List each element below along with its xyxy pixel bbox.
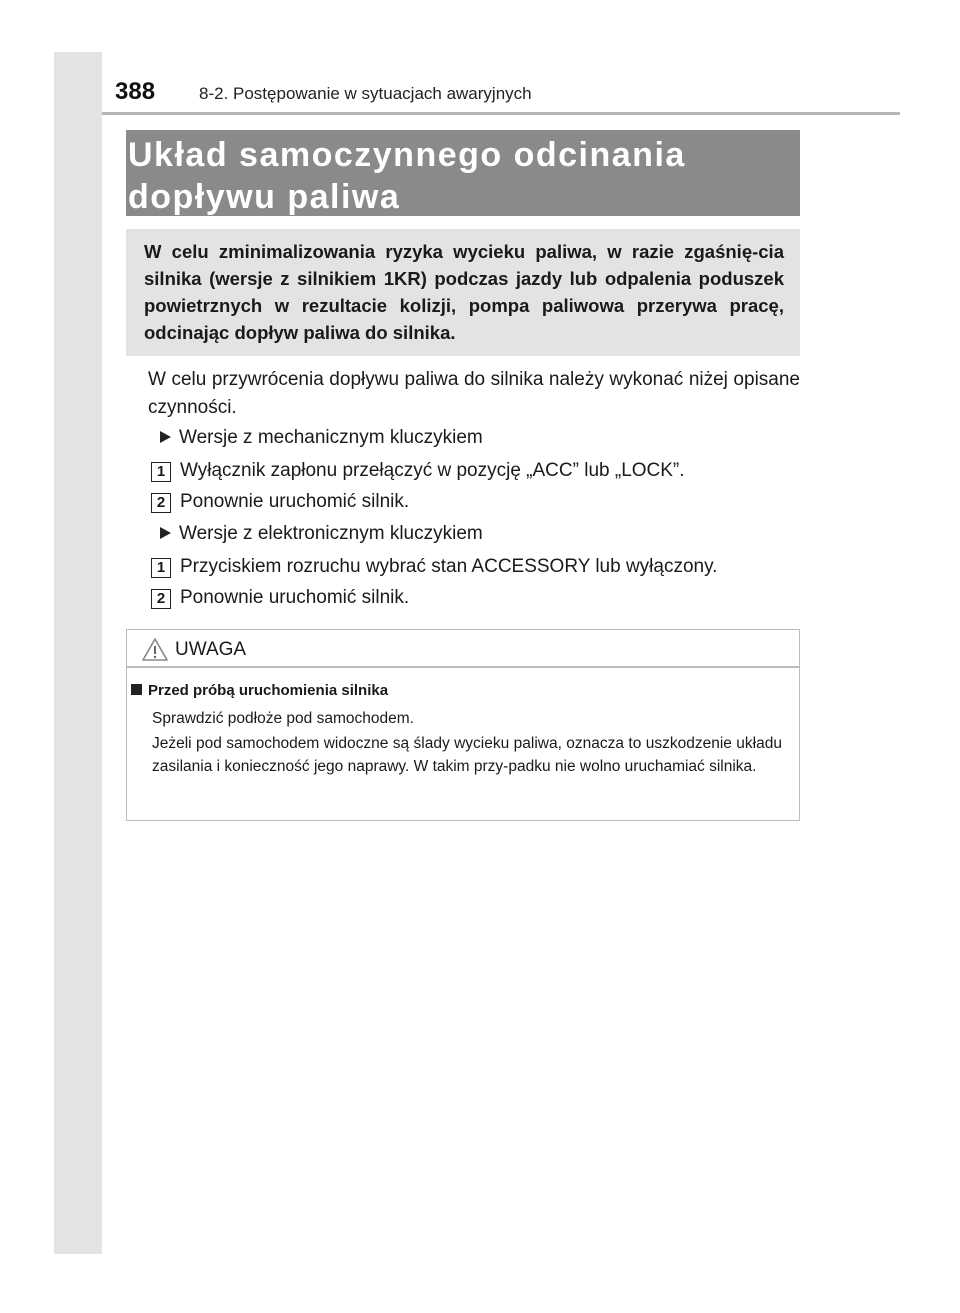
warning-triangle-icon	[141, 637, 169, 667]
warning-text-line: Sprawdzić podłoże pod samochodem.	[152, 710, 414, 727]
square-bullet-icon	[131, 684, 142, 695]
intro-text: W celu zminimalizowania ryzyka wycieku paliwa, w razie zgaśnię-cia silnika (wersje z silnikiem 1KR) podczas jazdy lub odpalenia poduszek powietrznych w rezultacie kolizji, pompa paliwowa przerywa pracę, odcinając dopływ paliwa do silnika.	[144, 241, 784, 343]
section-title: 8-2. Postępowanie w sytuacjach awaryjnych	[199, 84, 532, 103]
arrow-right-icon	[160, 527, 171, 539]
step-number: 1	[151, 462, 171, 482]
warning-heading-label: Przed próbą uruchomienia silnika	[148, 682, 389, 699]
step-item	[151, 459, 685, 483]
step-number: 2	[151, 493, 171, 513]
header-divider	[102, 112, 900, 115]
version-heading-label: Wersje z mechanicznym kluczykiem	[179, 427, 483, 448]
warning-box	[126, 629, 800, 821]
step-item	[151, 555, 717, 579]
warning-heading	[131, 682, 388, 699]
step-text: Ponownie uruchomić silnik.	[180, 491, 410, 512]
warning-text: Jeżeli pod samochodem widoczne są ślady wycieku paliwa, oznacza to uszkodzenie układu zasilania i konieczność jego naprawy. W takim przy-padku nie wolno uruchamiać silnika.	[152, 735, 782, 775]
step-number: 1	[151, 558, 171, 578]
side-bar	[54, 52, 102, 1254]
version-heading	[160, 522, 483, 546]
version-heading	[160, 426, 483, 450]
step-item	[151, 490, 409, 514]
page-title: Układ samoczynnego odcinania dopływu paliwa	[128, 136, 686, 216]
warning-divider	[127, 666, 799, 668]
body-paragraph: W celu przywrócenia dopływu paliwa do silnika należy wykonać niżej opisane czynności.	[148, 369, 800, 418]
step-text: Wyłącznik zapłonu przełączyć w pozycję „ACC” lub „LOCK”.	[180, 460, 685, 481]
step-text: Ponownie uruchomić silnik.	[180, 587, 410, 608]
page-number: 388	[115, 78, 156, 105]
step-text: Przyciskiem rozruchu wybrać stan ACCESSORY lub wyłączony.	[180, 556, 718, 577]
step-number: 2	[151, 589, 171, 609]
warning-label: UWAGA	[175, 639, 247, 660]
arrow-right-icon	[160, 431, 171, 443]
version-heading-label: Wersje z elektronicznym kluczykiem	[179, 523, 483, 544]
step-item	[151, 586, 409, 610]
